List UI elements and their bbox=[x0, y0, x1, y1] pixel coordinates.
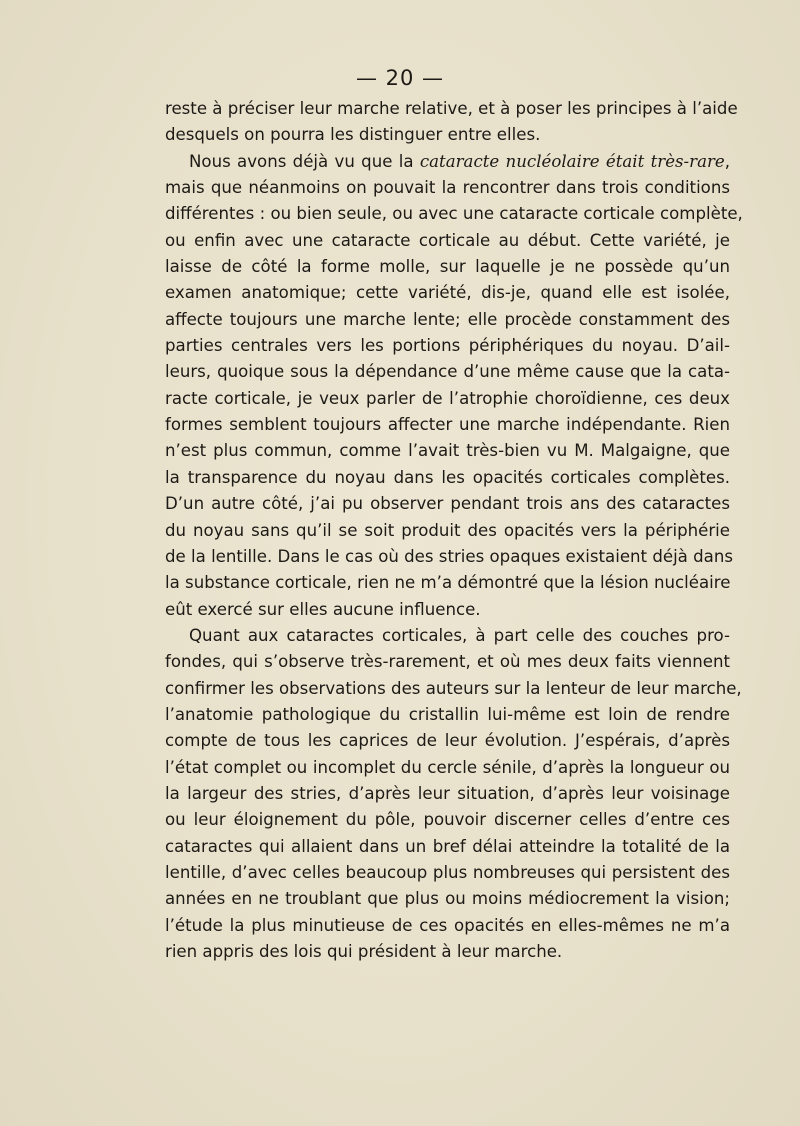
text-line: fondes, qui s’observe très-rarement, et où mes deux faits viennent bbox=[165, 652, 730, 672]
text-line: ou enfin avec une cataracte corticale au début. Cette variété, je bbox=[165, 230, 730, 250]
text-line: compte de tous les caprices de leur évolution. J’espérais, d’après bbox=[165, 731, 730, 751]
text-line: n’est plus commun, comme l’avait très-bien vu M. Malgaigne, que bbox=[165, 441, 730, 461]
text-line: confirmer les observations des auteurs sur la lenteur de leur marche, bbox=[165, 678, 742, 698]
text-line: examen anatomique; cette variété, dis-je, quand elle est isolée, bbox=[165, 283, 730, 303]
page-number: — 20 — bbox=[355, 66, 445, 90]
text-line: lentille, d’avec celles beaucoup plus nombreuses qui persistent des bbox=[165, 862, 730, 882]
text-line: rien appris des lois qui président à leur marche. bbox=[165, 942, 563, 961]
text-line: ou leur éloignement du pôle, pouvoir discerner celles d’entre ces bbox=[165, 810, 730, 830]
text-line: de la lentille. Dans le cas où des stries opaques existaient déjà dans bbox=[165, 546, 733, 566]
text-line: Quant aux cataractes corticales, à part celle des couches pro- bbox=[189, 625, 730, 645]
text-line: racte corticale, je veux parler de l’atrophie choroïdienne, ces deux bbox=[165, 388, 730, 408]
text-line: affecte toujours une marche lente; elle procède constamment des bbox=[165, 309, 730, 329]
text-line: reste à préciser leur marche relative, et à poser les principes à l’aide bbox=[165, 99, 738, 118]
text-line: la substance corticale, rien ne m’a démontré que la lésion nucléaire bbox=[165, 573, 731, 593]
text-segment: Nous avons déjà vu que la bbox=[189, 151, 420, 171]
text-line: l’état complet ou incomplet du cercle sénile, d’après la longueur ou bbox=[165, 757, 730, 777]
text-line: eût exercé sur elles aucune influence. bbox=[165, 599, 481, 619]
text-line: la transparence du noyau dans les opacités corticales complètes. bbox=[165, 467, 730, 487]
text-line: l’étude la plus minutieuse de ces opacités en elles-mêmes ne m’a bbox=[165, 915, 730, 935]
italic-term: cataracte nucléolaire était très-rare bbox=[419, 151, 725, 171]
text-line bbox=[165, 149, 730, 175]
text-line: différentes : ou bien seule, ou avec une cataracte corticale complète, bbox=[165, 204, 743, 224]
text-line: parties centrales vers les portions périphériques du noyau. D’ail- bbox=[165, 336, 730, 356]
text-line: D’un autre côté, j’ai pu observer pendant trois ans des cataractes bbox=[165, 494, 730, 514]
text-line: la largeur des stries, d’après leur situation, d’après leur voisinage bbox=[165, 783, 730, 803]
text-line: années en ne troublant que plus ou moins médiocrement la vision; bbox=[165, 889, 730, 909]
text-segment: , bbox=[724, 151, 731, 171]
text-line: desquels on pourra les distinguer entre elles. bbox=[165, 125, 541, 145]
text-line: cataractes qui allaient dans un bref délai atteindre la totalité de la bbox=[165, 836, 730, 856]
body-text bbox=[165, 96, 743, 965]
text-line: laisse de côté la forme molle, sur laquelle je ne possède qu’un bbox=[165, 257, 730, 277]
text-line: mais que néanmoins on pouvait la rencontrer dans trois conditions bbox=[165, 178, 730, 198]
text-line: l’anatomie pathologique du cristallin lui-même est loin de rendre bbox=[165, 704, 730, 724]
text-line: du noyau sans qu’il se soit produit des opacités vers la périphérie bbox=[165, 520, 730, 540]
text-line: leurs, quoique sous la dépendance d’une même cause que la cata- bbox=[165, 362, 730, 382]
text-line: formes semblent toujours affecter une marche indépendante. Rien bbox=[165, 415, 730, 435]
